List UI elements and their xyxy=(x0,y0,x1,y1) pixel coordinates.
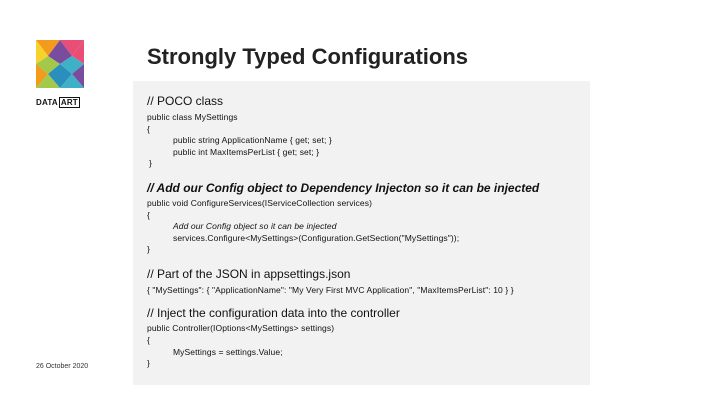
brand-part1: DATA xyxy=(36,98,58,107)
code-line: Add our Config object so it can be injected xyxy=(173,221,337,231)
code-line: public int MaxItemsPerList { get; set; } xyxy=(173,147,320,157)
section-comment-inject: // Inject the configuration data into the controller xyxy=(147,306,400,320)
code-line: public class MySettings xyxy=(147,112,238,122)
code-line: public void ConfigureServices(IServiceCollection services) xyxy=(147,198,372,208)
slide-title: Strongly Typed Configurations xyxy=(147,44,469,69)
code-line: MySettings = settings.Value; xyxy=(173,347,283,357)
code-line: services.Configure<MySettings>(Configuration.GetSection("MySettings")); xyxy=(173,233,460,243)
brand-wordmark xyxy=(36,98,80,107)
section-comment-di: // Add our Config object to Dependency Injecton so it can be injected xyxy=(147,181,540,195)
section-comment-json: // Part of the JSON in appsettings.json xyxy=(147,267,351,281)
section-comment-poco: // POCO class xyxy=(147,94,224,108)
code-line: } xyxy=(147,358,150,368)
code-line: { xyxy=(147,210,150,220)
dataart-logo-icon xyxy=(36,40,84,88)
code-line: public string ApplicationName { get; set; } xyxy=(173,135,332,145)
code-line: } xyxy=(149,158,152,168)
code-line: { xyxy=(147,124,150,134)
slide-date: 26 October 2020 xyxy=(36,363,89,370)
code-line: } xyxy=(147,244,150,254)
brand-part2: ART xyxy=(60,98,78,107)
code-line: { xyxy=(147,335,150,345)
code-line: { "MySettings": { "ApplicationName": "My Very First MVC Application", "MaxItemsPerList": 10 } } xyxy=(147,285,514,295)
code-line: public Controller(IOptions<MySettings> settings) xyxy=(147,323,335,333)
